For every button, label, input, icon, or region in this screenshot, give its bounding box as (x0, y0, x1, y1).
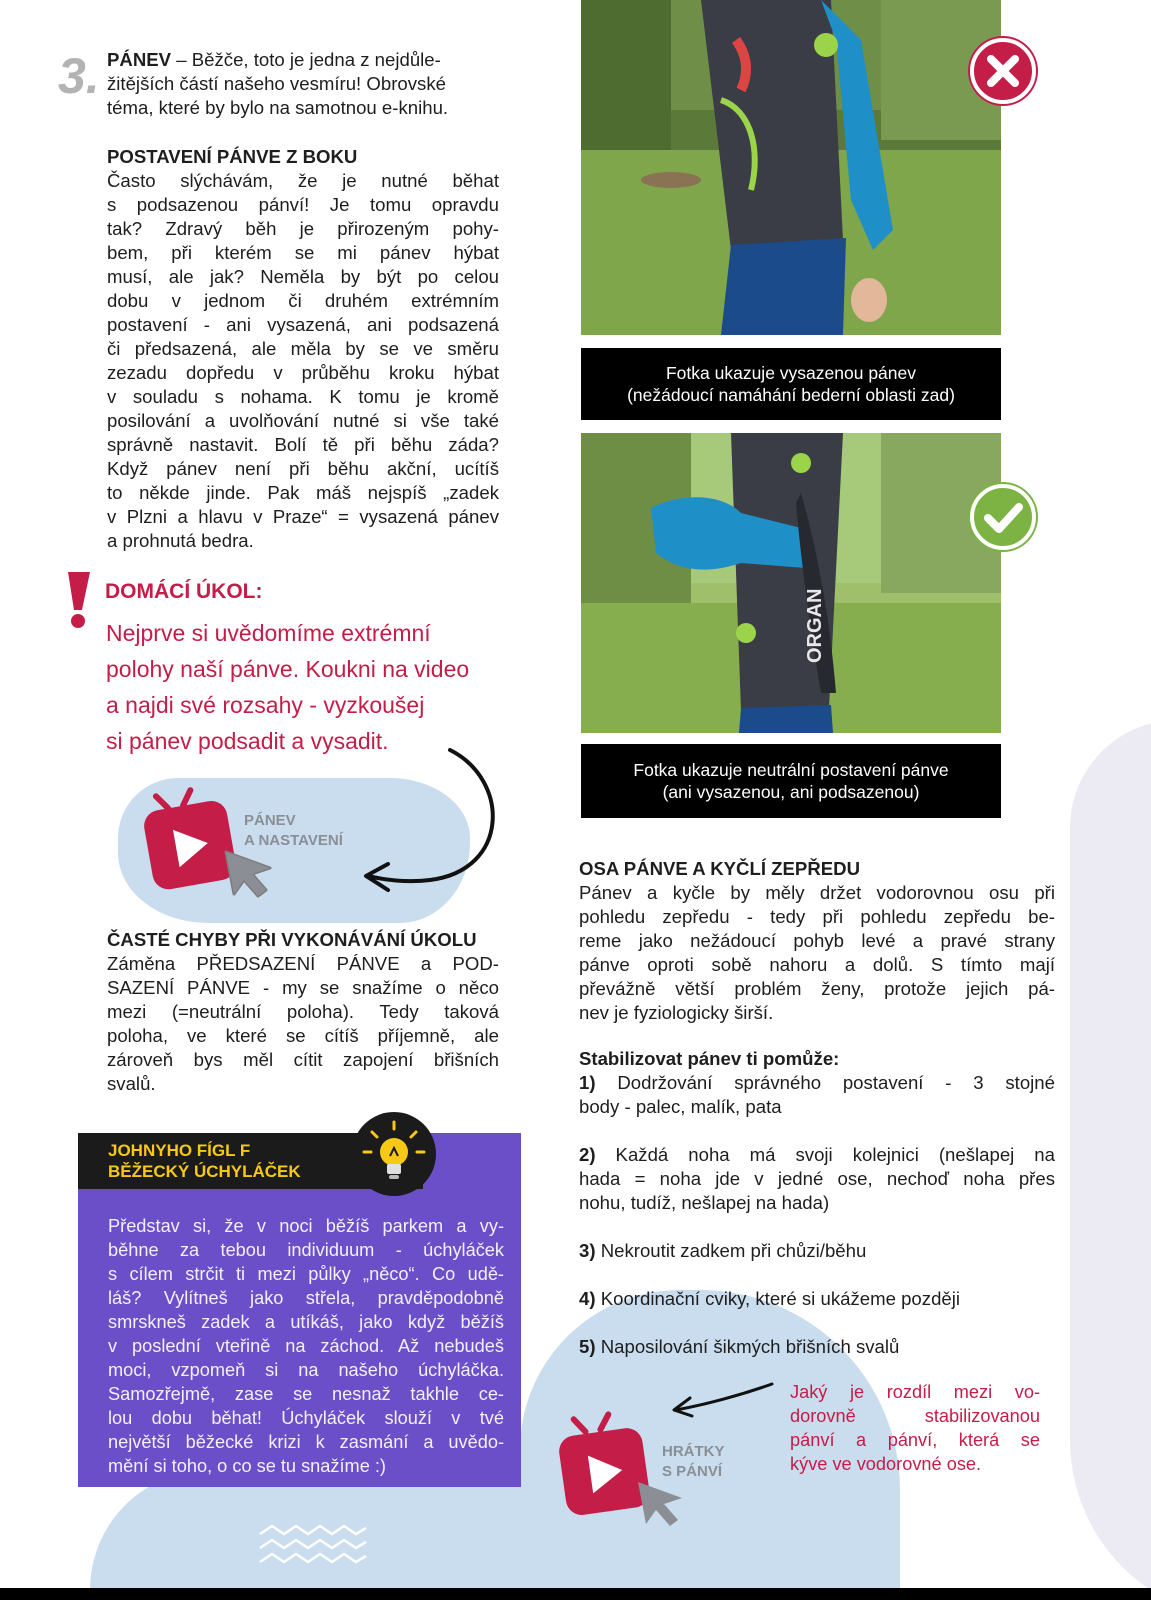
photo-caption-1 (581, 348, 1001, 420)
text-line: mění si toho, o co se tu snažíme :) (108, 1456, 386, 1476)
text-line: Když pánev není při běhu akční, ucítíš (107, 458, 499, 479)
stabilize-item-number: 4) (579, 1288, 596, 1309)
video-label-line: A NASTAVENÍ (244, 832, 343, 849)
stabilize-item-line (579, 1287, 1055, 1311)
text-line: dobu v jednom či druhém extrémním (107, 290, 499, 311)
text-line: Pánev a kyčle by měly držet vodorovnou osu při (579, 882, 1055, 903)
stabilize-item-text: nohu, tudíž, nešlapej na hada) (579, 1192, 830, 1213)
video-label-line: HRÁTKY (662, 1443, 725, 1460)
text-line: Jaký je rozdíl mezi vo- (790, 1382, 1040, 1402)
stabilize-item-text: Koordinační cviky, které si ukážeme později (595, 1288, 961, 1309)
stabilize-item (579, 1143, 1055, 1215)
homework-line: polohy naší pánve. Koukni na video (106, 656, 470, 682)
stabilize-item-text: Naposilování šikmých břišních svalů (595, 1336, 900, 1357)
shirt-text: ORGAN (804, 588, 826, 663)
text-line: SAZENÍ PÁNVE - my se snažíme o něco (107, 977, 499, 998)
correct-badge (968, 482, 1038, 552)
text-line: pohledu zepředu - tedy při pohledu zepředu be- (579, 906, 1055, 927)
text-line: a prohnutá bedra. (107, 530, 254, 551)
intro-line: žitějších částí našeho vesmíru! Obrovské (107, 73, 446, 94)
text-line: poloha, ve které se cítíš příjemně, ale (107, 1025, 499, 1046)
caption-line: (ani vysazenou, ani podsazenou) (662, 782, 920, 802)
stabilize-item-line (579, 1167, 1055, 1191)
stabilize-item-line (579, 1071, 1055, 1095)
caption-line: Fotka ukazuje vysazenou pánev (665, 363, 917, 383)
text-line: Často slýchávám, že je nutné běhat (107, 170, 499, 191)
text-line: reme jako nežádoucí pohyb levé a pravé strany (579, 930, 1055, 951)
text-line: bem, při kterém se mi pánev hýbat (107, 242, 499, 263)
stabilize-list (579, 1071, 1055, 1359)
stabilize-item-text: body - palec, malík, pata (579, 1096, 782, 1117)
text-line: či předsazená, ale měla by se ve směru (107, 338, 499, 359)
text-line: s podsazenou pánví! Je tomu opravdu (107, 194, 499, 215)
text-line: správně nastavit. Bolí tě při běhu záda? (107, 434, 499, 455)
stabilize-heading: Stabilizovat pánev ti pomůže: (579, 1048, 840, 1069)
check-icon (968, 482, 1038, 552)
cross-icon (968, 36, 1038, 106)
exclamation-icon (62, 570, 96, 630)
front-axis-text (579, 881, 1055, 1025)
homework-line: a najdi své rozsahy - vyzkoušej (106, 692, 425, 718)
text-line: pánví a pánví, která se (790, 1430, 1040, 1450)
stabilize-item-number: 5) (579, 1336, 596, 1357)
photo-tilted-pelvis (581, 0, 1001, 335)
zigzag-decoration (258, 1524, 368, 1570)
front-axis-heading: OSA PÁNVE A KYČLÍ ZEPŘEDU (579, 858, 861, 879)
stabilize-item-text: Dodržování správného postavení - 3 stojné (595, 1072, 1055, 1093)
stabilize-item-text: Nekroutit zadkem při chůzi/běhu (595, 1240, 867, 1261)
stabilize-item-line (579, 1335, 1055, 1359)
text-line: kýve ve vodorovné ose. (790, 1454, 982, 1474)
video-link-label[interactable] (244, 811, 343, 851)
stabilize-item-number: 1) (579, 1072, 596, 1093)
stabilize-item-text: hada = noha jde v jedné ose, nechoď noha přes (579, 1168, 1055, 1189)
caption-line: (nežádoucí namáhání bederní oblasti zad) (627, 385, 955, 405)
stabilize-item (579, 1239, 1055, 1263)
video-label-line: S PÁNVÍ (662, 1463, 723, 1480)
text-line: zároveň bys měl cítit zapojení břišních (107, 1049, 499, 1070)
tip-title-line: JOHNYHO FÍGL F (108, 1141, 251, 1160)
mistakes-text (107, 952, 499, 1096)
photo-caption-2 (581, 744, 1001, 818)
text-line: to někde jinde. Pak máš nejspíš „zadek (107, 482, 499, 503)
text-line: mezi (=neutrální poloha). Tedy taková (107, 1001, 499, 1022)
text-line: největší běžecké krizi k zasmání a uvědo- (108, 1432, 504, 1452)
section-intro (107, 48, 448, 120)
stabilize-item-text: Každá noha má svoji kolejnici (nešlapej na (595, 1144, 1055, 1165)
stabilize-item-number: 3) (579, 1240, 596, 1261)
stabilize-item-line (579, 1191, 1055, 1215)
side-position-text (107, 169, 499, 553)
text-line: Samozřejmě, zase se nesnaž takhle ce- (108, 1384, 504, 1404)
lightbulb-badge (352, 1112, 436, 1196)
stabilize-item (579, 1335, 1055, 1359)
text-line: běhne za tebou individuum - úchyláček (108, 1240, 504, 1260)
text-line: moci, vzpomeň si na našeho úchyláčka. (108, 1360, 504, 1380)
text-line: dorovně stabilizovanou (790, 1406, 1040, 1426)
homework-line: Nejprve si uvědomíme extrémní (106, 620, 431, 646)
side-position-heading: POSTAVENÍ PÁNVE Z BOKU (107, 146, 358, 167)
text-line: láš? Vylítneš jako střela, pravděpodobně (108, 1288, 504, 1308)
text-line: Záměna PŘEDSAZENÍ PÁNVE a POD- (107, 953, 499, 974)
homework-text (106, 615, 469, 759)
text-line: svalů. (107, 1073, 156, 1094)
caption-line: Fotka ukazuje neutrální postavení pánve (633, 760, 949, 780)
stabilize-item-line (579, 1095, 1055, 1119)
photo-neutral-pelvis (581, 433, 1001, 733)
decorative-blob-right (1070, 720, 1151, 1600)
section-number: 3. (58, 48, 100, 104)
text-line: musí, ale jak? Neměla by být po celou (107, 266, 499, 287)
photo-illustration (581, 433, 1001, 733)
text-line: v Plzni a hlavu v Praze“ = vysazená pánev (107, 506, 499, 527)
text-line: v souladu s nohama. K tomu je kromě (107, 386, 499, 407)
tip-title (108, 1140, 301, 1182)
stabilize-item-number: 2) (579, 1144, 596, 1165)
bottom-bar (0, 1588, 1151, 1600)
intro-line: téma, které by bylo na samotnou e-knihu. (107, 97, 449, 118)
text-line: smrskneš zadek a utíkáš, jako když běžíš (108, 1312, 504, 1332)
text-line: tak? Zdravý běh je přirozeným pohy- (107, 218, 499, 239)
intro-line: – Běžče, toto je jedna z nejdůle- (171, 49, 441, 70)
video-link-label[interactable] (662, 1442, 725, 1482)
text-line: nev je fyziologicky širší. (579, 1002, 774, 1023)
stabilize-item (579, 1071, 1055, 1119)
text-line: s cílem strčit ti mezi půlky „něco“. Co udě- (108, 1264, 504, 1284)
section-intro-bold: PÁNEV (107, 49, 172, 70)
text-line: posilování a uvolňování nutné si vše také (107, 410, 499, 431)
video-label-line: PÁNEV (244, 812, 296, 829)
mistakes-heading: ČASTÉ CHYBY PŘI VYKONÁVÁNÍ ÚKOLU (107, 929, 477, 950)
photo-illustration (581, 0, 1001, 335)
lightbulb-icon (352, 1112, 436, 1196)
text-line: v poslední vteřině na záchod. Až nebudeš (108, 1336, 504, 1356)
stabilize-item-line (579, 1143, 1055, 1167)
tip-title-line: BĚŽECKÝ ÚCHYLÁČEK (108, 1162, 301, 1181)
question-text (790, 1380, 1040, 1476)
stabilize-item (579, 1287, 1055, 1311)
homework-line: si pánev podsadit a vysadit. (106, 728, 389, 754)
text-line: pánve oproti sobě nahoru a dolů. S tímto mají (579, 954, 1055, 975)
text-line: převážně větší problém ženy, protože jejich pá- (579, 978, 1055, 999)
tip-text (108, 1214, 504, 1478)
curved-arrow-icon (360, 740, 510, 900)
stabilize-item-line (579, 1239, 1055, 1263)
text-line: Představ si, že v noci běžíš parkem a vy- (108, 1216, 504, 1236)
text-line: postavení - ani vysazená, ani podsazená (107, 314, 499, 335)
wrong-badge (968, 36, 1038, 106)
homework-title: DOMÁCÍ ÚKOL: (105, 580, 263, 603)
text-line: zezadu dopředu v průběhu kroku hýbat (107, 362, 499, 383)
text-line: lou dobu běhat! Úchyláček slouží v tvé (108, 1408, 504, 1428)
